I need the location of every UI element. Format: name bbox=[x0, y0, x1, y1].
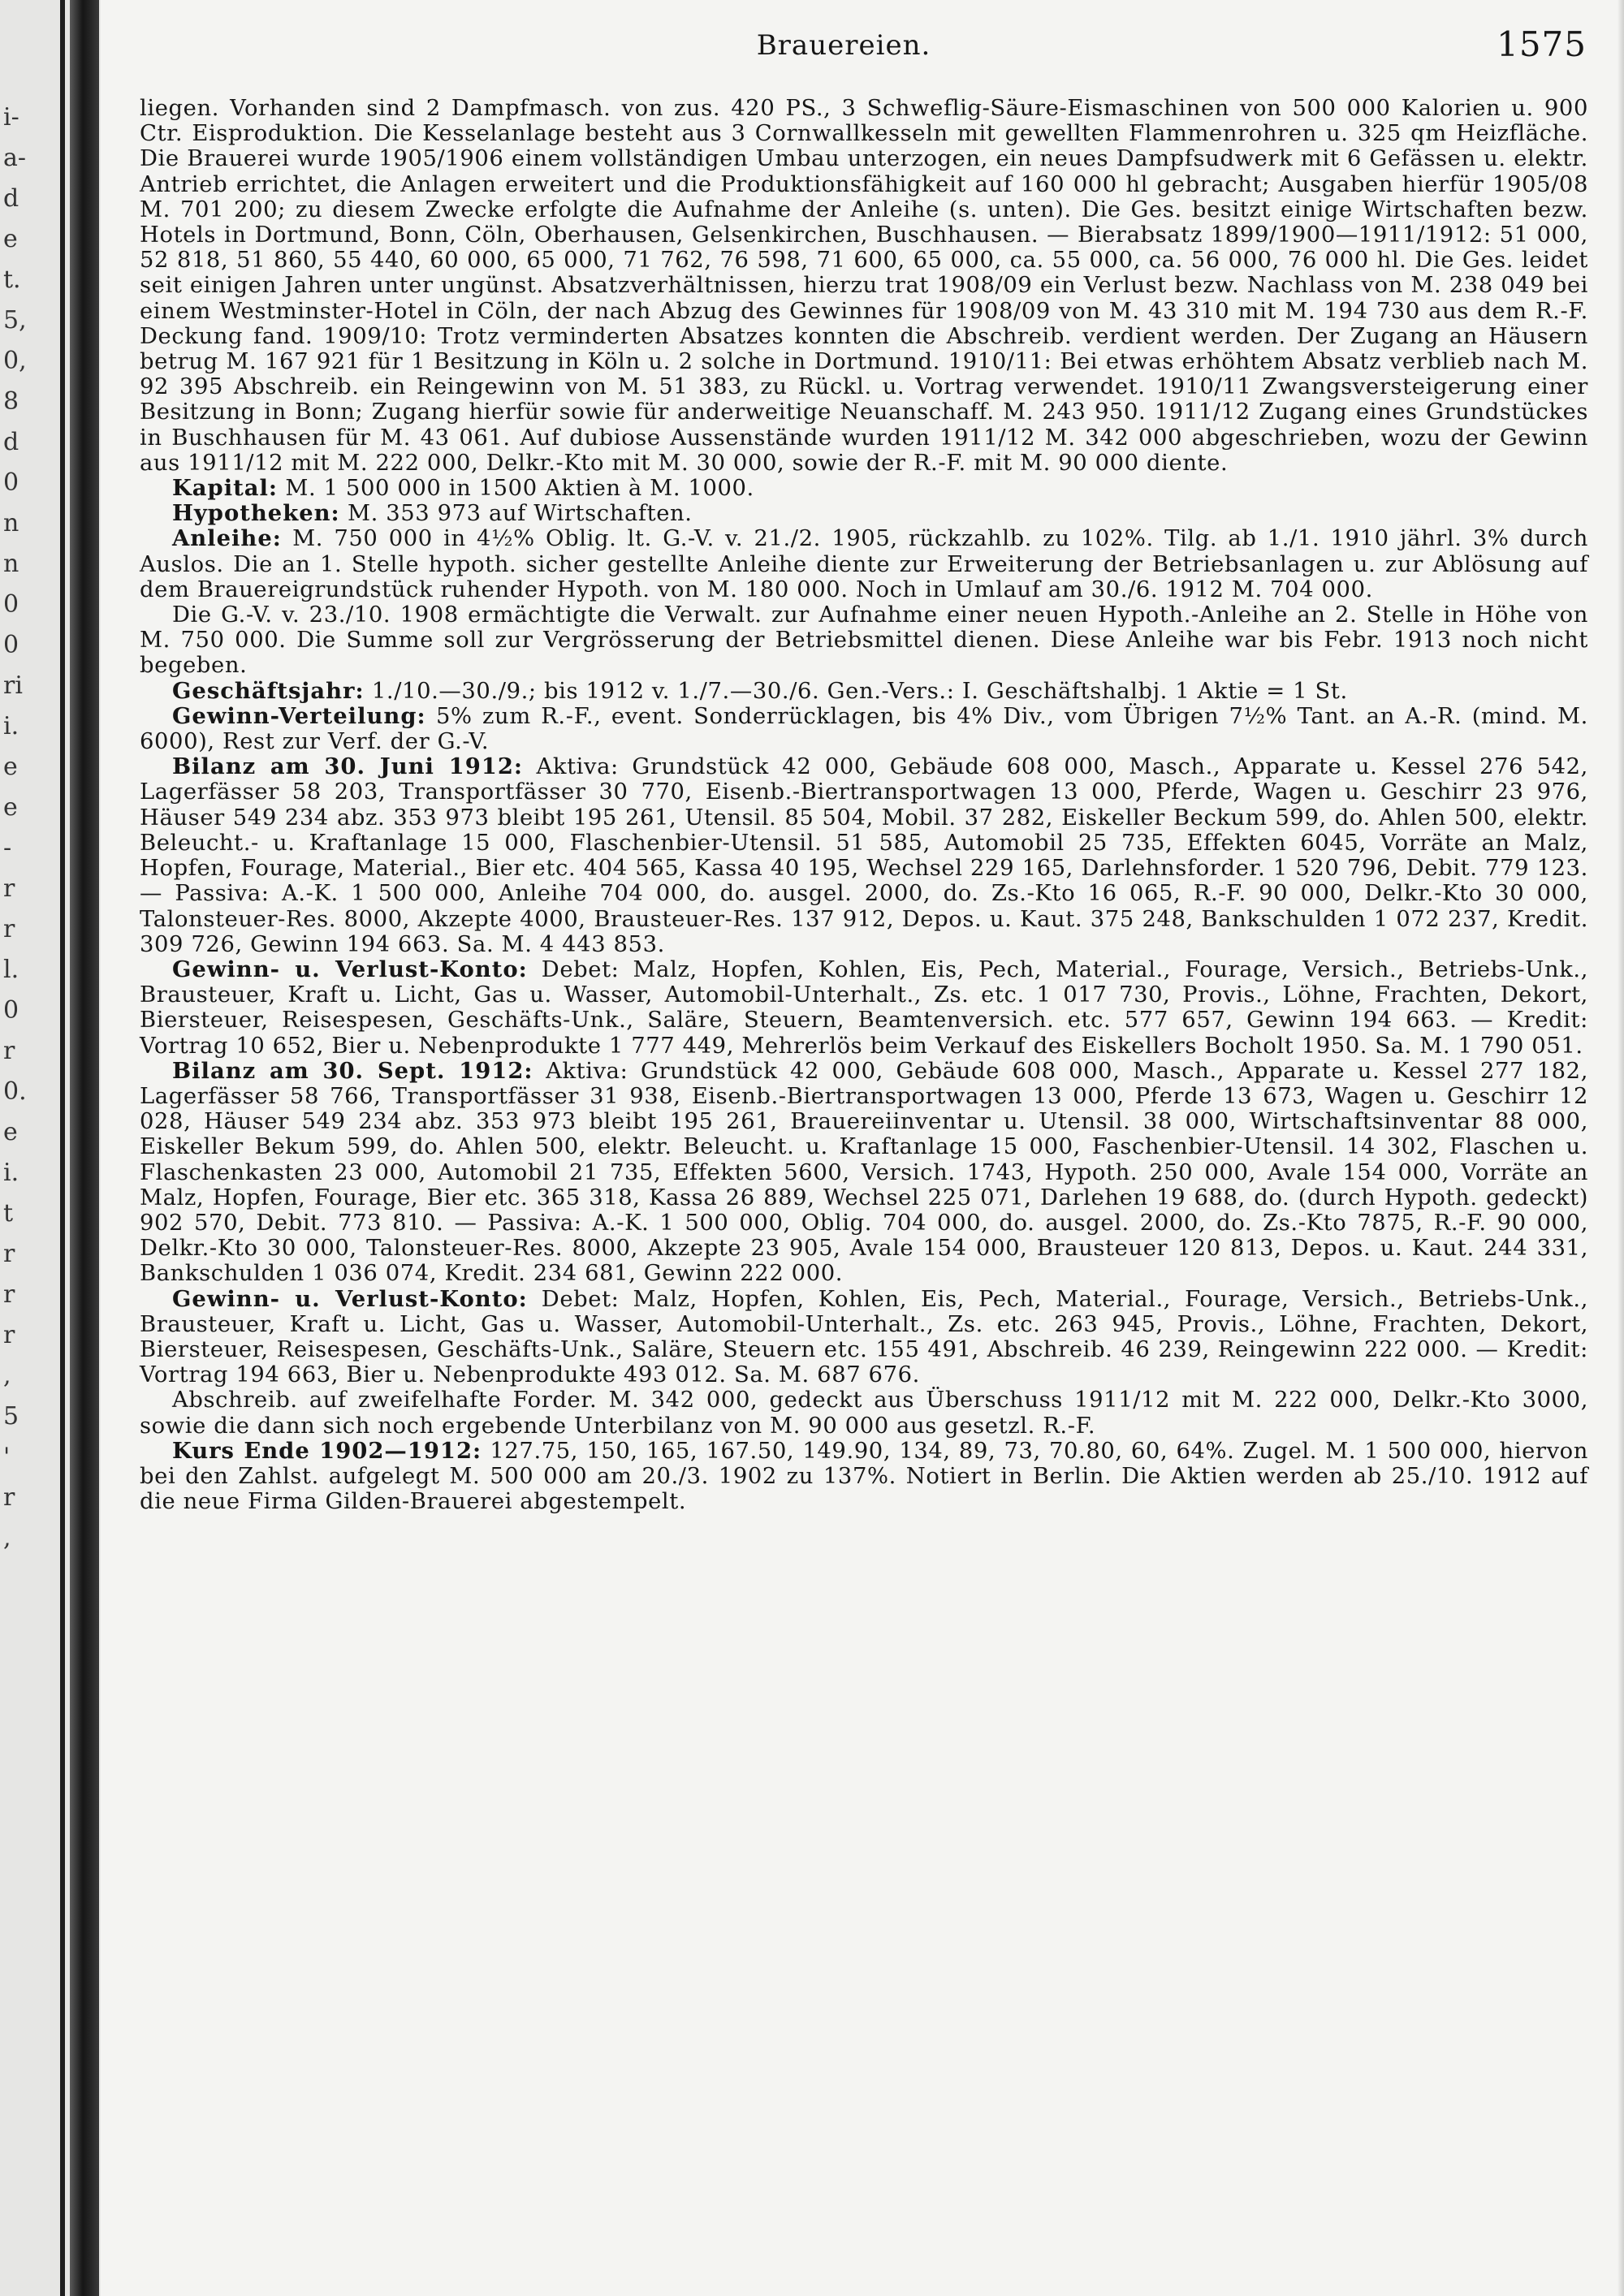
margin-fragment: e bbox=[3, 753, 18, 781]
paragraph-text: liegen. Vorhanden sind 2 Dampfmasch. von zus. 420 PS., 3 Schweflig-Säure-Eismaschinen von 500 000 Kalorien u. 900 Ctr. Eisproduktion. Die Kesselanlage besteht aus 3 Cornwallkesseln mit gewellten Flammenrohren u. 325 qm Heizfläche. Die Brauerei wurde 1905/1906 einem vollständigen Umbau unterzogen, ein neues Dampfsudwerk mit 6 Gefässen u. elektr. Antrieb errichtet, die Anlagen erweitert und die Produktionsfähigkeit auf 160 000 hl gebracht; Ausgaben hierfür 1905/08 M. 701 200; zu diesem Zwecke erfolgte die Aufnahme der Anleihe (s. unten). Die Ges. besitzt einige Wirtschaften bezw. Hotels in Dortmund, Bonn, Cöln, Oberhausen, Gelsenkirchen, Buschhausen. — Bierabsatz 1899/1900—1911/1912: 51 000, 52 818, 51 860, 55 440, 60 000, 65 000, 71 762, 76 598, 71 600, 65 000, ca. 55 000, ca. 56 000, 76 000 hl. Die Ges. leidet seit einigen Jahren unter ungünst. Absatzverhältnissen, hierzu trat 1908/09 ein Verlust bezw. Nachlass von M. 238 049 bei einem Westminster-Hotel in Cöln, der nach Abzug des Gewinnes für 1908/09 von M. 43 310 mit M. 194 730 aus dem R.-F. Deckung fand. 1909/10: Trotz verminderten Absatzes konnten die Abschreib. verdient werden. Der Zugang an Häusern betrug M. 167 921 für 1 Besitzung in Köln u. 2 solche in Dortmund. 1910/11: Bei etwas erhöhtem Absatz verblieb nach M. 92 395 Abschreib. ein Reingewinn von M. 51 383, zu Rückl. u. Vortrag verwendet. 1910/11 Zwangsversteigerung einer Besitzung in Bonn; Zugang hierfür sowie für anderweitige Neuanschaff. M. 243 950. 1911/12 Zugang eines Grundstückes in Buschhausen für M. 43 061. Auf dubiose Aussenstände wurden 1911/12 M. 342 000 abgeschrieben, wozu der Gewinn aus 1911/12 mit M. 222 000, Delkr.-Kto mit M. 30 000, sowie der R.-F. mit M. 90 000 diente. bbox=[140, 96, 1588, 476]
margin-fragment: 0, bbox=[3, 347, 27, 375]
paragraph bbox=[140, 602, 1588, 679]
page-title: Brauereien. bbox=[756, 29, 931, 62]
book-gutter bbox=[70, 0, 99, 2296]
margin-fragment: e bbox=[3, 793, 18, 822]
margin-fragment: n bbox=[3, 550, 19, 578]
paragraph-text: M. 353 973 auf Wirtschaften. bbox=[347, 501, 693, 527]
paragraph bbox=[140, 704, 1588, 754]
paragraph-text: 1./10.—30./9.; bis 1912 v. 1./7.—30./6. Gen.-Vers.: I. Geschäftshalbj. 1 Aktie = 1 St. bbox=[371, 678, 1348, 704]
margin-fragment: a- bbox=[3, 144, 27, 172]
paragraph-text: Debet: Malz, Hopfen, Kohlen, Eis, Pech, Material., Fourage, Versich., Betriebs-Unk., Brausteuer, Kraft u. Licht, Gas u. Wasser, Automobil-Unterhalt., Zs. etc. 1 017 730, Provis., Löhne, Frachten, Dekort, Biersteuer, Reisespesen, Geschäfts-Unk., Saläre, Steuern, Beamtenversich. etc. 577 657, Gewinn 194 663. — Kredit: Vortrag 10 652, Bier u. Nebenprodukte 1 777 449, Mehrerlös beim Verkauf des Eiskellers Bocholt 1950. Sa. M. 1 790 051. bbox=[140, 956, 1589, 1059]
page-edge bbox=[1618, 0, 1624, 2296]
paragraph-text: Abschreib. auf zweifelhafte Forder. M. 342 000, gedeckt aus Überschuss 1911/12 mit M. 222 000, Delkr.-Kto 3000, sowie die dann sich noch ergebende Unterbilanz von M. 90 000 aus gesetzl. R.-F. bbox=[140, 1388, 1588, 1439]
margin-fragment: i. bbox=[3, 712, 19, 740]
paragraph bbox=[140, 957, 1588, 1059]
section-label: Gewinn- u. Verlust-Konto: bbox=[172, 956, 528, 982]
paragraph bbox=[140, 501, 1588, 526]
margin-fragment: n bbox=[3, 509, 19, 537]
paragraph bbox=[140, 679, 1588, 704]
paragraph-text: Aktiva: Grundstück 42 000, Gebäude 608 000, Masch., Apparate u. Kessel 277 182, Lagerfässer 58 766, Transportfässer 31 938, Eisenb.-Biertransportwagen 13 000, Pferde 13 673, Wagen u. Geschirr 12 028, Häuser 549 234 abz. 353 973 bleibt 195 261, Brauereiinventar u. Utensil. 38 000, Wirtschaftsinventar 88 000, Eiskeller Bekum 599, do. Ahlen 500, elektr. Beleucht. u. Kraftanlage 15 000, Faschenbier-Utensil. 14 302, Flaschen u. Flaschenkasten 23 000, Automobil 21 735, Effekten 5600, Versich. 1743, Hypoth. 250 000, Avale 154 000, Vorräte an Malz, Hopfen, Fourage, Bier etc. 365 318, Kassa 26 889, Wechsel 225 071, Darlehen 19 688, do. (durch Hypoth. gedeckt) 902 570, Debit. 773 810. — Passiva: A.-K. 1 500 000, Oblig. 704 000, do. ausgel. 2000, do. Zs.-Kto 7875, R.-F. 90 000, Delkr.-Kto 30 000, Talonsteuer-Res. 8000, Akzepte 23 905, Avale 154 000, Brausteuer 120 813, Depos. u. Kaut. 244 331, Bankschulden 1 036 074, Kredit. 234 681, Gewinn 222 000. bbox=[140, 1058, 1589, 1287]
paragraph bbox=[140, 96, 1588, 476]
paragraph-text: Die G.-V. v. 23./10. 1908 ermächtigte die Verwalt. zur Aufnahme einer neuen Hypoth.-Anleihe an 2. Stelle in Höhe von M. 750 000. Die Summe soll zur Vergrösserung der Betriebsmittel dienen. Diese Anleihe war bis Febr. 1913 noch nicht begeben. bbox=[140, 602, 1588, 679]
margin-fragment: i- bbox=[3, 103, 19, 132]
margin-fragment: 5 bbox=[3, 1402, 19, 1431]
margin-fragment: t bbox=[3, 1199, 14, 1228]
margin-fragment: ri bbox=[3, 671, 23, 700]
margin-fragment: , bbox=[3, 1362, 11, 1390]
paragraph-text: M. 750 000 in 4½% Oblig. lt. G.-V. v. 21./2. 1905, rückzahlb. zu 102%. Tilg. ab 1./1. 1910 jährl. 3% durch Auslos. Die an 1. Stelle hypoth. sicher gestellte Anleihe diente zur Erweiterung der Betriebsanlagen u. zur Ablösung auf dem Brauereigrundstück ruhender Hypoth. von M. 180 000. Noch in Umlauf am 30./6. 1912 M. 704 000. bbox=[140, 526, 1588, 602]
paragraph-text: 5% zum R.-F., event. Sonderrücklagen, bis 4% Div., vom Übrigen 7½% Tant. an A.-R. (mind. M. 6000), Rest zur Verf. der G.-V. bbox=[140, 703, 1588, 755]
page-number: 1575 bbox=[1497, 24, 1587, 64]
paragraph-text: Aktiva: Grundstück 42 000, Gebäude 608 000, Masch., Apparate u. Kessel 276 542, Lagerfässer 58 203, Transportfässer 30 770, Eisenb.-Biertransportwagen 13 000, Pferde, Wagen u. Geschirr 23 976, Häuser 549 234 abz. 353 973 bleibt 195 261, Utensil. 85 504, Mobil. 37 282, Eiskeller Beckum 599, do. Ahlen 500, elektr. Beleucht.- u. Kraftanlage 15 000, Flaschenbier-Utensil. 51 585, Automobil 25 735, Effekten 6045, Vorräte an Malz, Hopfen, Fourage, Material., Bier etc. 404 565, Kassa 40 195, Wechsel 229 165, Darlehnsforder. 1 520 796, Debit. 779 123. — Passiva: A.-K. 1 500 000, Anleihe 704 000, do. ausgel. 2000, do. Zs.-Kto 16 065, R.-F. 90 000, Delkr.-Kto 30 000, Talonsteuer-Res. 8000, Akzepte 4000, Brausteuer-Res. 137 912, Depos. u. Kaut. 375 248, Bankschulden 1 072 237, Kredit. 309 726, Gewinn 194 663. Sa. M. 4 443 853. bbox=[140, 754, 1588, 957]
paragraph bbox=[140, 526, 1588, 602]
margin-fragment: r bbox=[3, 1037, 15, 1065]
margin-fragment: d bbox=[3, 428, 19, 456]
section-label: Bilanz am 30. Sept. 1912: bbox=[172, 1057, 533, 1084]
paragraph-text: 127.75, 150, 165, 167.50, 149.90, 134, 89, 73, 70.80, 60, 64%. Zugel. M. 1 500 000, hiervon bei den Zahlst. aufgelegt M. 500 000 am 20./3. 1902 zu 137%. Notiert in Berlin. Die Aktien werden ab 25./10. 1912 auf die neue Firma Gilden-Brauerei abgestempelt. bbox=[140, 1438, 1588, 1515]
section-label: Gewinn-Verteilung: bbox=[172, 702, 426, 729]
margin-fragment: r bbox=[3, 1321, 15, 1349]
paragraph-text: M. 1 500 000 in 1500 Aktien à M. 1000. bbox=[285, 476, 754, 502]
margin-fragment: - bbox=[3, 834, 12, 862]
margin-fragment: i. bbox=[3, 1159, 19, 1187]
margin-fragment: 0 bbox=[3, 468, 19, 497]
margin-fragment: d bbox=[3, 184, 19, 213]
margin-fragment: 0. bbox=[3, 1077, 27, 1106]
margin-fragment: r bbox=[3, 915, 15, 943]
margin-fragment: 0 bbox=[3, 590, 19, 619]
margin-fragment: ' bbox=[3, 1443, 11, 1471]
section-label: Anleihe: bbox=[172, 525, 282, 552]
margin-fragment: 8 bbox=[3, 387, 19, 416]
margin-fragment: 0 bbox=[3, 631, 19, 659]
section-label: Bilanz am 30. Juni 1912: bbox=[172, 753, 523, 780]
section-label: Kapital: bbox=[172, 475, 279, 502]
margin-fragment: 0 bbox=[3, 996, 19, 1025]
gutter-line bbox=[60, 0, 65, 2296]
margin-fragment: e bbox=[3, 1118, 18, 1146]
margin-fragment: r bbox=[3, 874, 15, 903]
margin-fragment: r bbox=[3, 1483, 15, 1512]
margin-fragment: l. bbox=[3, 956, 19, 984]
page-body bbox=[140, 96, 1588, 1514]
paragraph bbox=[140, 476, 1588, 501]
section-label: Hypotheken: bbox=[172, 500, 340, 527]
paragraph bbox=[140, 754, 1588, 957]
paragraph-text: Debet: Malz, Hopfen, Kohlen, Eis, Pech, Material., Fourage, Versich., Betriebs-Unk., Brausteuer, Kraft u. Licht, Gas u. Wasser, Automobil-Unterhalt., Zs. etc. 263 945, Provis., Löhne, Frachten, Dekort, Biersteuer, Reisespesen, Geschäfts-Unk., Saläre, Steuern etc. 155 491, Abschreib. 46 239, Reingewinn 222 000. — Kredit: Vortrag 194 663, Bier u. Nebenprodukte 493 012. Sa. M. 687 676. bbox=[140, 1286, 1589, 1388]
paragraph bbox=[140, 1388, 1588, 1438]
paragraph bbox=[140, 1287, 1588, 1388]
margin-fragment: 5, bbox=[3, 306, 27, 334]
section-label: Geschäftsjahr: bbox=[172, 677, 365, 704]
paragraph bbox=[140, 1439, 1588, 1515]
margin-fragment: e bbox=[3, 225, 18, 253]
margin-fragment: , bbox=[3, 1524, 11, 1552]
margin-fragment: r bbox=[3, 1280, 15, 1309]
margin-fragment: t. bbox=[3, 265, 21, 294]
document-page bbox=[101, 0, 1624, 2296]
section-label: Kurs Ende 1902—1912: bbox=[172, 1437, 482, 1464]
section-label: Gewinn- u. Verlust-Konto: bbox=[172, 1285, 528, 1312]
paragraph bbox=[140, 1059, 1588, 1287]
margin-fragments bbox=[3, 97, 27, 1559]
page-header bbox=[101, 24, 1587, 73]
margin-fragment: r bbox=[3, 1240, 15, 1268]
